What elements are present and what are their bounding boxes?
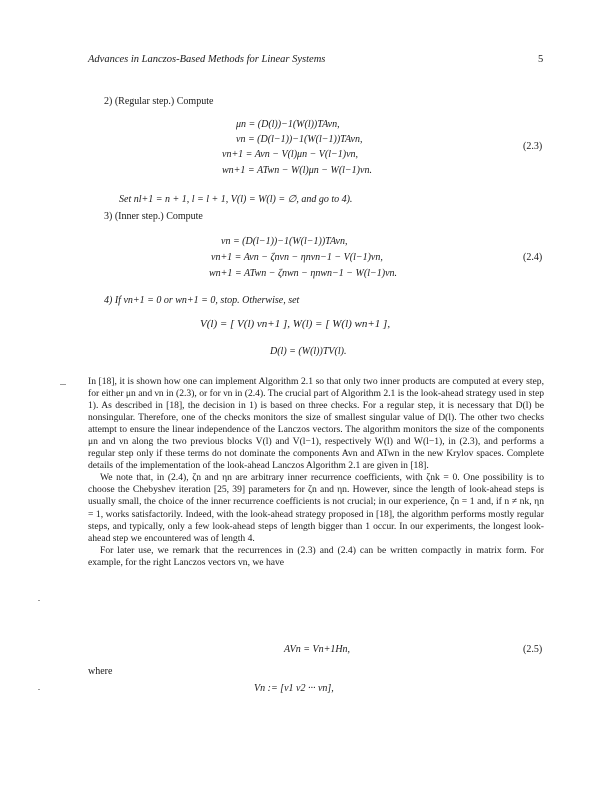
equation-number-2-5: (2.5): [523, 644, 543, 655]
paragraph-3: For later use, we remark that the recurrences in (2.3) and (2.4) can be written compactly in matrix form. For example, for the right Lanczos vectors vn, we have: [88, 544, 544, 568]
step3-label: 3) (Inner step.) Compute: [104, 211, 203, 222]
step4-eq-line-1: V(l) = [ V(l) vn+1 ], W(l) = [ W(l) wn+1 ],: [200, 318, 391, 330]
step3-eq-line-3: wn+1 = ATwn − ζnwn − ηnwn−1 − W(l−1)νn.: [209, 268, 398, 279]
body-text: [88, 376, 544, 569]
step3-eq-line-1: νn = (D(l−1))−1(W(l−1))TAvn,: [221, 236, 348, 247]
step2-label: 2) (Regular step.) Compute: [104, 96, 214, 107]
equation-2-5: AVn = Vn+1Hn,: [284, 644, 351, 655]
scan-mark: [38, 600, 40, 601]
step4-eq-line-2: D(l) = (W(l))TV(l).: [270, 346, 347, 357]
equation-vn-definition: Vn := [v1 v2 ··· vn],: [254, 683, 334, 694]
paragraph-1: In [18], it is shown how one can implement Algorithm 2.1 so that only two inner products are computed at every step, for either μn and νn in (2.3), or for νn in (2.4). The crucial part of Algorithm 2.1 is the look-ahead strategy used in step 1). As described in [18], the decision in 1) is based on three checks. For a regular step, it is necessary that D(l) be nonsingular. Therefore, one of the checks monitors the size of smallest singular value of D(l). The other two checks attempt to ensure the linear independence of the Lanczos vectors. The algorithm monitors the size of the components μn and νn along the two previous blocks V(l) and V(l−1), respectively W(l) and W(l−1), in (2.3), and performs a regular step only if these terms do not dominate the components Avn and ATwn in the new Krylov spaces. Complete details of the implementation of the look-ahead Lanczos Algorithm 2.1 are given in [18].: [88, 376, 544, 472]
step2-eq-line-2: νn = (D(l−1))−1(W(l−1))TAvn,: [236, 134, 363, 145]
page-number: 5: [538, 54, 544, 65]
step2-continuation: Set nl+1 = n + 1, l = l + 1, V(l) = W(l) = ∅, and go to 4).: [119, 194, 353, 205]
scan-mark: [38, 689, 40, 690]
step2-eq-line-4: wn+1 = ATwn − W(l)μn − W(l−1)νn.: [222, 165, 372, 176]
scan-mark: [60, 384, 66, 385]
paragraph-2: We note that, in (2.4), ζn and ηn are arbitrary inner recurrence coefficients, with ζnk = 0. One possibility is to choose the Chebyshev iteration [25, 39] parameters for ζn and ηn. However, since the length of look-ahead steps is usually small, the choice of the inner recurrence coefficients is not crucial; in our experience, ζn = 1 and, if n ≠ nk, ηn = 1, works satisfactorily. Indeed, with the look-ahead strategy proposed in [18], the algorithm performs mostly regular steps, and typically, only a few look-ahead steps of length bigger than 1 occur. In our experiments, the longest look-ahead step we encountered was of length 4.: [88, 472, 544, 544]
step4-label: 4) If vn+1 = 0 or wn+1 = 0, stop. Otherwise, set: [104, 295, 300, 306]
running-title: Advances in Lanczos-Based Methods for Linear Systems: [88, 54, 326, 65]
where-text: where: [88, 666, 113, 677]
step3-eq-line-2: vn+1 = Avn − ζnvn − ηnvn−1 − V(l−1)νn,: [211, 252, 383, 263]
step2-eq-line-3: vn+1 = Avn − V(l)μn − V(l−1)νn,: [222, 149, 359, 160]
equation-number-2-4: (2.4): [523, 252, 543, 263]
equation-number-2-3: (2.3): [523, 141, 543, 152]
step2-eq-line-1: μn = (D(l))−1(W(l))TAvn,: [236, 119, 340, 130]
